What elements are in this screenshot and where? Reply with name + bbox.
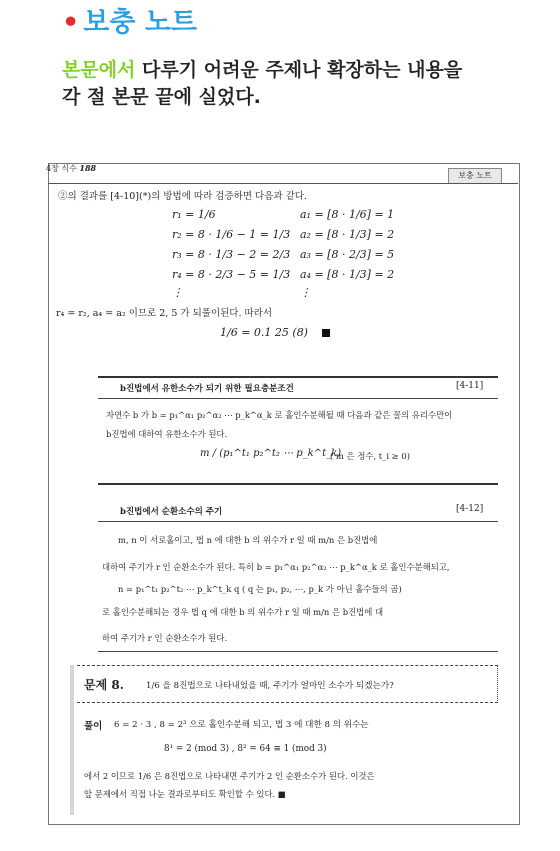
section-tab: 보충 노트 bbox=[448, 168, 502, 184]
box2-title: b진법에서 순환소수의 주기 bbox=[120, 507, 223, 517]
eq-left-2: r₂ = 8 · 1/6 − 1 = 1/3 bbox=[172, 228, 291, 241]
eq-right-1: a₁ = [8 · 1/6] = 1 bbox=[300, 208, 395, 221]
header-rule bbox=[48, 183, 518, 184]
promo-title bbox=[62, 0, 197, 39]
bullet-dot: • bbox=[62, 7, 80, 38]
solution-line-1: 6 = 2 · 3 , 8 = 2³ 으로 홀인수분해 되고, 법 3 에 대한 8 의 위수는 bbox=[114, 720, 369, 730]
box1-line-1: 자연수 b 가 b = p₁^α₁ p₂^α₂ ⋯ p_k^α_k 로 홀인수분해될 때 다음과 같은 꼴의 유리수만이 bbox=[106, 410, 453, 420]
box1-line-2: b진법에 대하여 유한소수가 된다. bbox=[106, 429, 228, 439]
running-head: 4장 식수 bbox=[46, 164, 77, 173]
eq-left-dots: ⋮ bbox=[172, 286, 183, 299]
box2-top-rule bbox=[98, 483, 498, 485]
promo-title-text: 보충 노트 bbox=[83, 7, 197, 38]
solution-line-2: 에서 2 이므로 1/6 은 8진법으로 나타내면 주기가 2 인 순환소수가 된다. 이것은 bbox=[84, 771, 375, 781]
problem-side-bar bbox=[70, 665, 74, 815]
box2-mid-rule bbox=[98, 521, 498, 522]
solution-label: 풀이 bbox=[84, 721, 103, 732]
eq-left-3: r₃ = 8 · 1/3 − 2 = 2/3 bbox=[172, 248, 291, 261]
conclusion-line: r₄ = r₂, a₄ = a₂ 이므로 2, 5 가 되풀이된다. 따라서 bbox=[56, 308, 273, 319]
page-header bbox=[46, 163, 96, 174]
promo-line-1 bbox=[62, 55, 462, 82]
opening-line: ②의 결과를 [4-10](*)의 방법에 따라 검증하면 다음과 같다. bbox=[58, 191, 307, 202]
box1-title: b진법에서 유한소수가 되기 위한 필요충분조건 bbox=[120, 384, 294, 394]
box1-formula-note: ( m 은 정수, t_i ≥ 0) bbox=[330, 451, 410, 461]
box2-line-4: 로 홀인수분해되는 경우 법 q 에 대한 b 의 위수가 r 일 때 m/n 은 b진법에 대 bbox=[102, 607, 384, 617]
problem-text: 1/6 을 8진법으로 나타내었을 때, 주기가 얼마인 소수가 되겠는가? bbox=[146, 681, 394, 691]
eq-right-3: a₃ = [8 · 2/3] = 5 bbox=[300, 248, 395, 261]
eq-right-dots: ⋮ bbox=[300, 286, 311, 299]
eq-right-4: a₄ = [8 · 1/3] = 2 bbox=[300, 268, 395, 281]
page-number: 188 bbox=[79, 163, 97, 173]
eq-left-4: r₄ = 8 · 2/3 − 5 = 1/3 bbox=[172, 268, 291, 281]
box2-line-2: 대하여 주기가 r 인 순환소수가 된다. 특히 b = p₁^α₁ p₂^α₂ ⋯ p_k^α_k 로 홀인수분해되고, bbox=[102, 562, 450, 572]
solution-equation: 8¹ = 2 (mod 3) , 8² = 64 ≡ 1 (mod 3) bbox=[164, 744, 327, 754]
box1-mid-rule bbox=[98, 398, 498, 399]
box2-line-1: m, n 이 서로홀이고, 법 n 에 대한 b 의 위수가 r 일 때 m/n 은 b진법에 bbox=[118, 535, 378, 545]
box2-line-5: 하여 주기가 r 인 순환소수가 된다. bbox=[102, 633, 228, 643]
box1-number: [4-11] bbox=[456, 381, 484, 391]
box2-line-3: n = p₁^t₁ p₂^t₂ ⋯ p_k^t_k q ( q 는 p₁, p₂, ⋯, p_k 가 아닌 홀수들의 곱) bbox=[118, 584, 402, 594]
promo-line-1-rest: 다루기 어려운 주제나 확장하는 내용을 bbox=[135, 59, 463, 81]
result-equation: 1/6 = 0.1 25 (8) bbox=[220, 326, 308, 339]
promo-highlight: 본문에서 bbox=[62, 59, 136, 81]
box2-number: [4-12] bbox=[456, 504, 484, 514]
box1-formula: m / (p₁^t₁ p₂^t₂ ⋯ p_k^t_k) bbox=[200, 448, 342, 459]
box1-top-rule bbox=[98, 376, 498, 378]
problem-label: 문제 8. bbox=[84, 678, 124, 692]
eq-right-2: a₂ = [8 · 1/3] = 2 bbox=[300, 228, 395, 241]
end-square-icon bbox=[322, 329, 330, 337]
promo-line-2: 각 절 본문 끝에 실었다. bbox=[62, 86, 261, 108]
box2-bottom-rule bbox=[98, 651, 498, 652]
eq-left-1: r₁ = 1/6 bbox=[172, 208, 216, 221]
solution-line-3: 앞 문제에서 직접 나눈 결과로부터도 확인할 수 있다. ■ bbox=[84, 789, 286, 799]
